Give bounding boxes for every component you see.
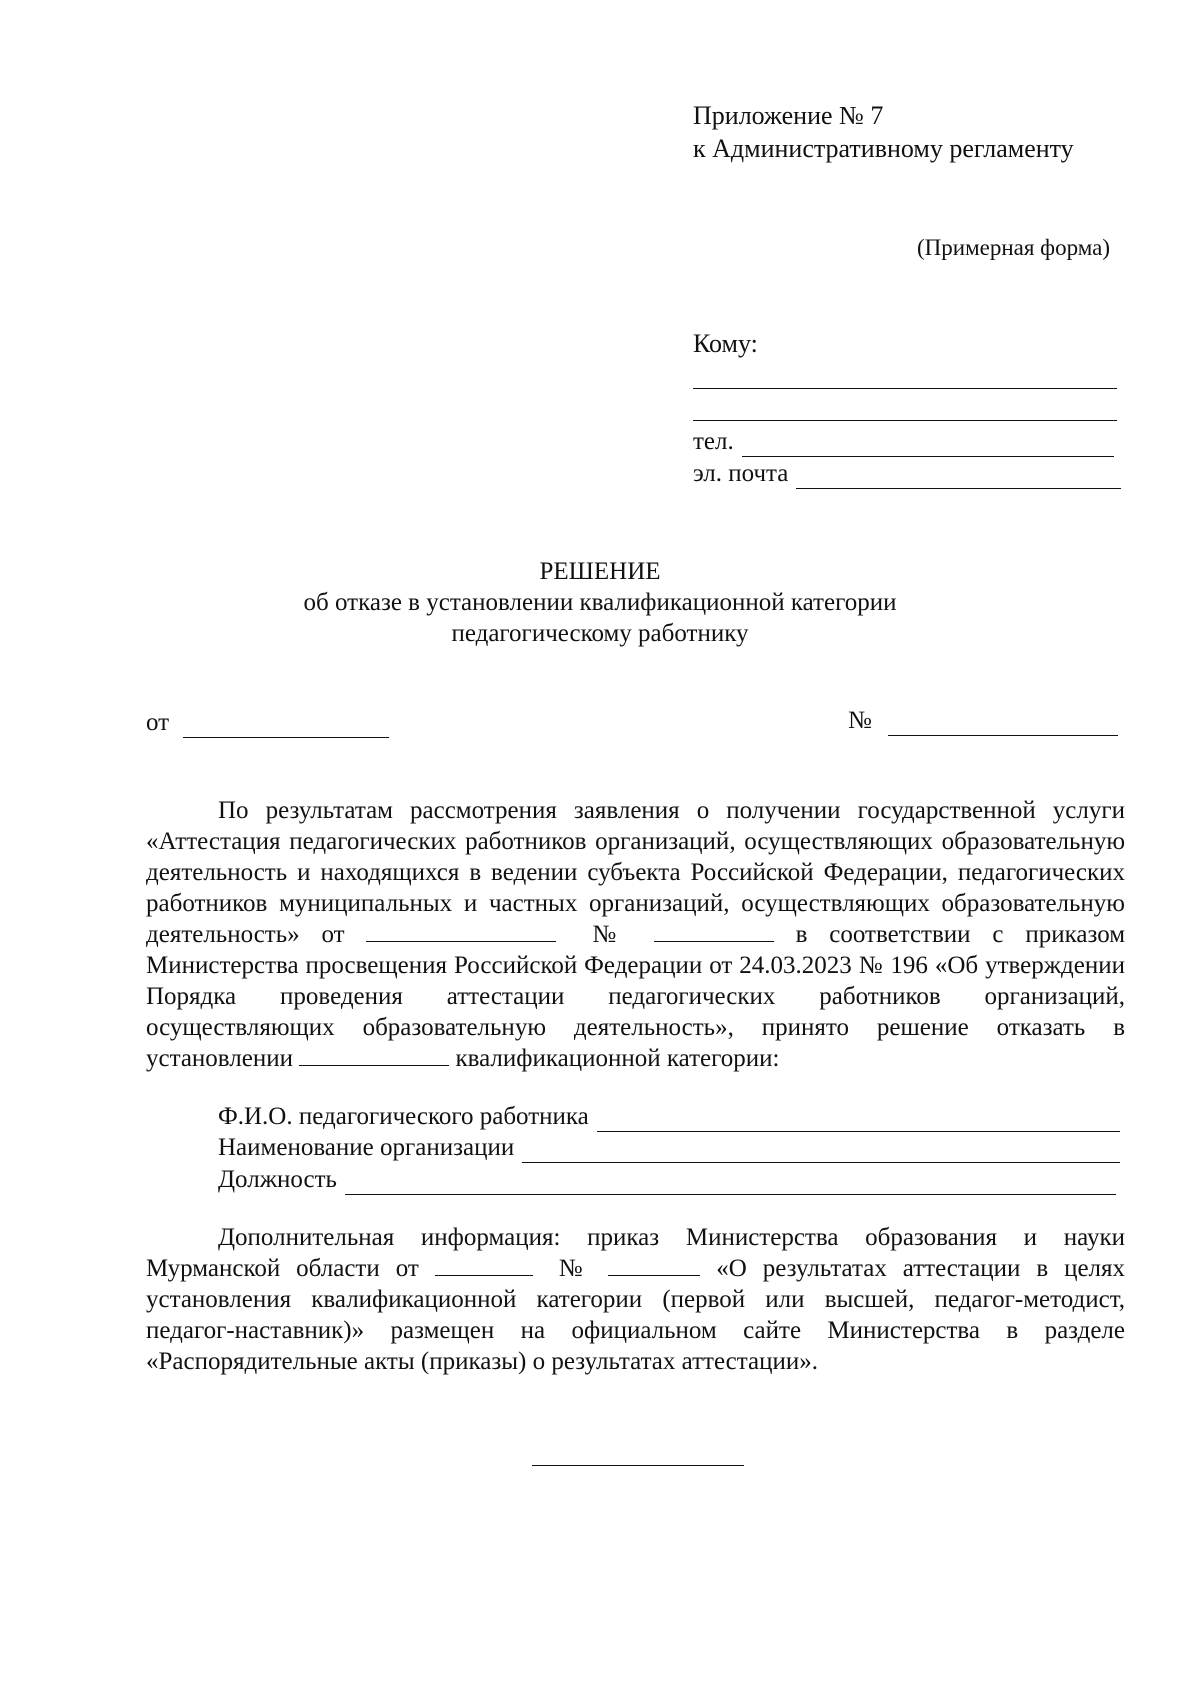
additional-text-2: «О результатах аттестации в целях установления квалификационной категории (первой или высшей, педагог-методист, педагог-наставник)» размещен на официальном сайте Министерства в разделе «Распорядительные акты (приказы) о результатах аттестации». [146, 1255, 1126, 1375]
recipient-label: Кому: [693, 329, 758, 358]
number-line [888, 713, 1118, 736]
date-from-label: от [146, 709, 170, 736]
fio-row [218, 1101, 1120, 1132]
paragraph-text-1: По результатам рассмотрения заявления о получении государственной услуги «Аттестация педагогических работников организаций, осуществляющих образовательную деятельность и находящихся в ведении субъекта Российской Федерации, педагогических работников муниципальных и частных организаций, осуществляющих образовательную деятельность» от [146, 797, 1125, 948]
appendix-reference: к Административному регламенту [693, 134, 1074, 163]
position-label: Должность [218, 1166, 337, 1193]
document-subtitle-1: об отказе в установлении квалификационной категории [303, 589, 897, 616]
order-date-blank [435, 1253, 533, 1276]
additional-number-sign: № [558, 1255, 593, 1282]
appendix-number: Приложение № 7 [693, 101, 884, 130]
email-row [693, 458, 1121, 489]
phone-row [693, 426, 1114, 457]
application-number-blank [654, 919, 774, 942]
number-row [848, 705, 1118, 736]
phone-line [742, 434, 1114, 457]
organization-line [522, 1140, 1120, 1163]
phone-label: тел. [693, 428, 734, 455]
email-label: эл. почта [693, 460, 789, 487]
paragraph-number-sign: № [592, 921, 632, 948]
recipient-line-2 [693, 420, 1117, 421]
organization-label: Наименование организации [218, 1134, 515, 1161]
recipient-line-1 [693, 388, 1117, 389]
paragraph-text-3: квалификационной категории: [455, 1045, 780, 1072]
email-line [796, 466, 1121, 489]
application-date-blank [366, 919, 556, 942]
form-note: (Примерная форма) [917, 235, 1111, 260]
document-title: РЕШЕНИЕ [539, 558, 661, 585]
document-subtitle-2: педагогическому работнику [451, 620, 749, 647]
order-number-blank [608, 1253, 700, 1276]
number-label: № [848, 707, 872, 734]
date-row [146, 707, 389, 738]
fio-label: Ф.И.О. педагогического работника [218, 1103, 589, 1130]
additional-text-1: Дополнительная информация: приказ Министерства образования и науки Мурманской области от [146, 1224, 1125, 1282]
fio-line [597, 1109, 1120, 1132]
date-line [183, 715, 389, 738]
organization-row [218, 1132, 1120, 1163]
category-blank [299, 1043, 449, 1066]
position-row [218, 1164, 1116, 1195]
paragraph-text-2: в соответствии с приказом Министерства просвещения Российской Федерации от 24.03.2023 № 196 «Об утверждении Порядка проведения аттестации педагогических работников организаций, осуществляющих образовательную деятельность», принято решение отказать в установлении [146, 921, 1126, 1072]
closing-separator [532, 1465, 744, 1466]
position-line [345, 1172, 1116, 1195]
decision-paragraph [146, 795, 1125, 1074]
additional-info-paragraph [146, 1222, 1125, 1377]
